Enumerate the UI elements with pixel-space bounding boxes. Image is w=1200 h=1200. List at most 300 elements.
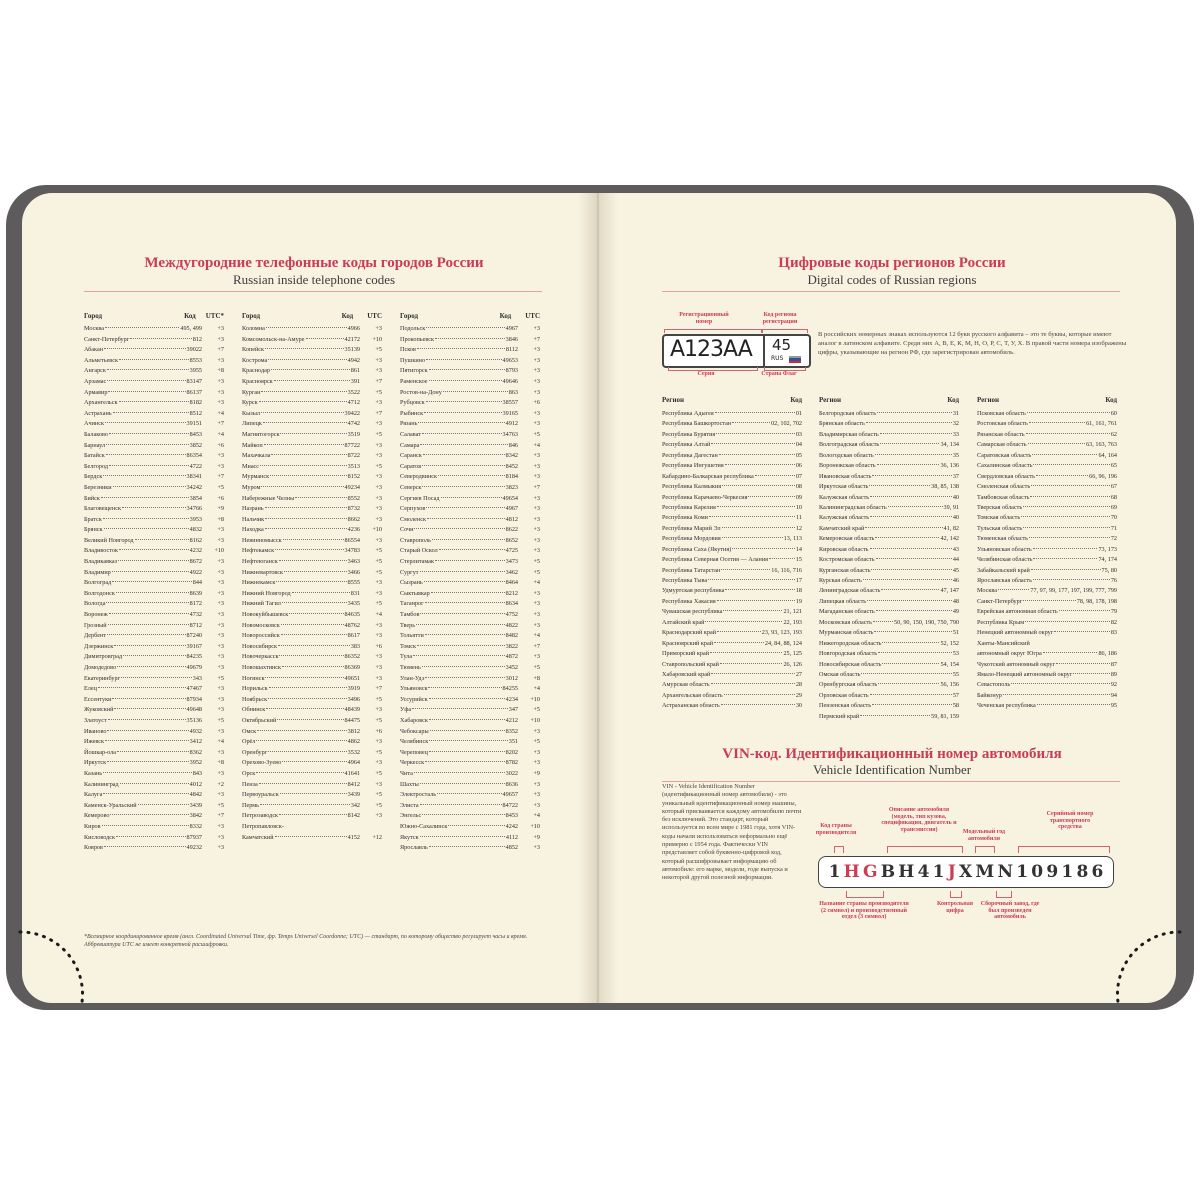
leader-dots bbox=[107, 634, 186, 635]
utc-offset: +3 bbox=[375, 325, 382, 332]
utc-offset: +3 bbox=[217, 664, 224, 671]
city-code-row bbox=[400, 600, 540, 611]
city-code-row bbox=[242, 590, 382, 601]
region-code-row bbox=[819, 473, 959, 483]
city-code-row bbox=[242, 653, 382, 664]
region-code: 03 bbox=[795, 430, 802, 438]
region-code: 61, 161, 761 bbox=[1086, 420, 1117, 428]
leader-dots bbox=[283, 539, 344, 540]
utc-offset: +4 bbox=[533, 632, 540, 640]
leader-dots bbox=[871, 569, 951, 570]
utc-offset: +3 bbox=[217, 325, 224, 332]
region-name: Москва bbox=[977, 587, 997, 595]
phone-code: 41641 bbox=[344, 769, 360, 777]
region-name: Курская область bbox=[819, 577, 862, 584]
leader-dots bbox=[874, 631, 951, 632]
region-code: 07 bbox=[795, 472, 802, 480]
russian-flag-icon bbox=[789, 356, 801, 363]
leader-dots bbox=[429, 719, 505, 720]
leader-dots bbox=[720, 663, 782, 664]
utc-offset: +3 bbox=[533, 844, 540, 852]
region-name: Чеченская республика bbox=[977, 702, 1036, 710]
utc-offset: +4 bbox=[533, 441, 540, 449]
utc-offset: +3 bbox=[217, 558, 224, 566]
region-code-row bbox=[977, 598, 1117, 608]
leader-dots bbox=[427, 518, 505, 519]
city-code-row bbox=[400, 590, 540, 601]
utc-offset: +6 bbox=[217, 441, 224, 449]
region-code-row bbox=[819, 619, 959, 629]
vin-bracket-bottom-manufacturer bbox=[846, 891, 884, 898]
phone-code: 4812 bbox=[505, 515, 518, 523]
region-code: 78, 98, 178, 198 bbox=[1076, 597, 1117, 605]
phone-code: 8639 bbox=[189, 589, 202, 597]
city-name: Тамбов bbox=[400, 611, 420, 619]
utc-offset: +9 bbox=[533, 769, 540, 777]
city-name: Брянск bbox=[84, 526, 103, 534]
region-code-row bbox=[819, 713, 959, 723]
phone-code: 8672 bbox=[189, 558, 202, 566]
region-name: Челябинская область bbox=[977, 556, 1033, 564]
city-code-row bbox=[84, 378, 224, 389]
leader-dots bbox=[429, 698, 505, 699]
leader-dots bbox=[1073, 673, 1110, 674]
phone-code: 84475 bbox=[344, 716, 360, 724]
phone-code: 3462 bbox=[505, 568, 518, 576]
region-code-row bbox=[662, 598, 802, 608]
phone-code: 4012 bbox=[189, 780, 202, 788]
utc-offset: +3 bbox=[217, 377, 224, 385]
phone-code: 3412 bbox=[189, 738, 202, 746]
leader-dots bbox=[417, 348, 505, 349]
leader-dots bbox=[1029, 422, 1085, 423]
region-code-row bbox=[977, 567, 1117, 577]
utc-offset: +3 bbox=[533, 494, 540, 502]
utc-offset: +3 bbox=[533, 653, 540, 661]
region-name: Вологодская область bbox=[819, 451, 874, 459]
leader-dots bbox=[119, 549, 189, 550]
phone-code: 843 bbox=[192, 769, 202, 777]
phone-code: 495, 499 bbox=[180, 325, 202, 332]
leader-dots bbox=[268, 698, 347, 699]
region-code-row bbox=[819, 535, 959, 545]
phone-code: 47467 bbox=[186, 685, 202, 693]
leader-dots bbox=[276, 581, 346, 582]
leader-dots bbox=[426, 327, 504, 328]
leader-dots bbox=[1030, 496, 1109, 497]
leader-dots bbox=[1031, 485, 1110, 486]
city-code-row bbox=[242, 526, 382, 537]
utc-offset: +3 bbox=[533, 420, 540, 428]
phone-code: 8453 bbox=[505, 812, 518, 820]
leader-dots bbox=[1027, 412, 1110, 413]
vin-code-box bbox=[818, 856, 1114, 888]
region-code-row bbox=[662, 608, 802, 618]
region-code: 59, 81, 159 bbox=[931, 712, 959, 720]
leader-dots bbox=[1059, 610, 1110, 611]
leader-dots bbox=[711, 673, 795, 674]
city-name: Дзержинск bbox=[84, 642, 114, 650]
phone-code: 8732 bbox=[347, 505, 360, 513]
phone-code: 3452 bbox=[505, 664, 518, 671]
region-code-row bbox=[977, 619, 1117, 629]
city-code-row bbox=[242, 537, 382, 548]
phone-code: 38557 bbox=[502, 399, 518, 407]
utc-offset: +3 bbox=[375, 674, 382, 682]
region-code-row bbox=[977, 494, 1117, 504]
utc-offset: +3 bbox=[533, 325, 540, 332]
city-name: Рязань bbox=[400, 420, 418, 428]
city-code-row bbox=[242, 685, 382, 696]
region-code: 60 bbox=[1110, 410, 1117, 417]
city-name: Сургут bbox=[400, 568, 419, 576]
city-code-row bbox=[242, 802, 382, 813]
city-name: Жуковский bbox=[84, 706, 114, 714]
region-code-row bbox=[977, 681, 1117, 691]
city-code-row bbox=[84, 717, 224, 728]
phone-code: 83147 bbox=[186, 377, 202, 385]
leader-dots bbox=[1023, 506, 1110, 507]
leader-dots bbox=[435, 338, 505, 339]
phone-code: 84722 bbox=[502, 801, 518, 809]
region-name: Амурская область bbox=[662, 681, 710, 689]
leader-dots bbox=[114, 708, 185, 709]
phone-codes-column-1 bbox=[84, 312, 224, 855]
phone-code: 39151 bbox=[186, 420, 202, 428]
phone-code: 8412 bbox=[347, 780, 360, 788]
city-name: Псков bbox=[400, 346, 416, 354]
leader-dots bbox=[282, 602, 347, 603]
phone-code: 4967 bbox=[505, 325, 518, 332]
region-name: Кабардино-Балкарская республика bbox=[662, 472, 754, 480]
utc-offset: +3 bbox=[533, 759, 540, 767]
city-code-row bbox=[84, 389, 224, 400]
city-name: Подольск bbox=[400, 325, 426, 332]
leader-dots bbox=[717, 600, 795, 601]
region-code: 45 bbox=[952, 566, 959, 574]
leader-dots bbox=[275, 836, 347, 837]
phone-code: 8662 bbox=[347, 515, 360, 523]
phone-code: 4752 bbox=[505, 611, 518, 619]
leader-dots bbox=[257, 730, 346, 731]
vin-bracket-bottom-check bbox=[950, 891, 962, 898]
leader-dots bbox=[107, 380, 185, 381]
leader-dots bbox=[866, 422, 952, 423]
leader-dots bbox=[105, 422, 186, 423]
leader-dots bbox=[869, 485, 930, 486]
vin-char: 4 bbox=[917, 862, 930, 882]
leader-dots bbox=[279, 655, 343, 656]
region-name: Республика Адыгея bbox=[662, 410, 714, 417]
leader-dots bbox=[103, 518, 189, 519]
city-name: Обнинск bbox=[242, 706, 266, 714]
leader-dots bbox=[295, 497, 346, 498]
utc-offset: +5 bbox=[375, 801, 382, 809]
leader-dots bbox=[443, 391, 508, 392]
city-name: Братск bbox=[84, 515, 102, 523]
city-name: Новомосковск bbox=[242, 621, 280, 629]
utc-offset: +5 bbox=[217, 716, 224, 724]
utc-offset: +3 bbox=[217, 695, 224, 703]
leader-dots bbox=[265, 528, 347, 529]
leader-dots bbox=[1023, 527, 1110, 528]
phone-code: 39022 bbox=[186, 346, 202, 354]
leader-dots bbox=[281, 634, 347, 635]
region-name: Сахалинская область bbox=[977, 462, 1033, 470]
phone-code: 4822 bbox=[505, 621, 518, 629]
utc-offset: +3 bbox=[533, 600, 540, 608]
city-name: Нефтеюганск bbox=[242, 558, 278, 566]
vin-char: 6 bbox=[1091, 862, 1104, 882]
region-code: 42, 142 bbox=[940, 535, 959, 543]
utc-offset: +2 bbox=[217, 780, 224, 788]
phone-code: 844 bbox=[192, 579, 202, 587]
city-name: Нижний Тагил bbox=[242, 600, 281, 608]
city-name: Рубцовск bbox=[400, 399, 425, 407]
utc-offset: +3 bbox=[375, 420, 382, 428]
leader-dots bbox=[1029, 537, 1110, 538]
utc-offset: +3 bbox=[533, 611, 540, 619]
leader-dots bbox=[709, 516, 795, 517]
region-name: Республика Хакасия bbox=[662, 597, 716, 605]
city-code-row bbox=[84, 738, 224, 749]
region-name: Тамбовская область bbox=[977, 493, 1030, 501]
phone-code: 8782 bbox=[505, 759, 518, 767]
city-code-row bbox=[242, 336, 382, 347]
city-code-row bbox=[400, 653, 540, 664]
leader-dots bbox=[439, 549, 505, 550]
city-name: Арзамас bbox=[84, 377, 107, 385]
leader-dots bbox=[103, 475, 185, 476]
utc-offset: +3 bbox=[217, 748, 224, 756]
region-code: 43 bbox=[952, 545, 959, 553]
phone-code: 84235 bbox=[186, 653, 202, 661]
city-code-row bbox=[400, 547, 540, 558]
phone-code: 8342 bbox=[505, 452, 518, 460]
phone-code: 3952 bbox=[189, 759, 202, 767]
leader-dots bbox=[278, 645, 350, 646]
leader-dots bbox=[414, 528, 504, 529]
region-code: 75, 80 bbox=[1101, 566, 1117, 574]
leader-dots bbox=[424, 412, 501, 413]
region-code: 57 bbox=[952, 691, 959, 699]
phone-code: 8352 bbox=[505, 727, 518, 735]
leader-dots bbox=[425, 602, 505, 603]
region-code: 29 bbox=[795, 691, 802, 699]
city-code-row bbox=[400, 516, 540, 527]
region-name: Рязанская область bbox=[977, 430, 1025, 438]
region-code-row bbox=[977, 525, 1117, 535]
region-name: Республика Татарстан bbox=[662, 566, 721, 574]
city-code-row bbox=[242, 378, 382, 389]
leader-dots bbox=[867, 600, 952, 601]
region-code-row bbox=[977, 473, 1117, 483]
leader-dots bbox=[271, 369, 350, 370]
leader-dots bbox=[755, 475, 795, 476]
city-code-row bbox=[400, 696, 540, 707]
leader-dots bbox=[420, 783, 505, 784]
utc-offset: +4 bbox=[217, 430, 224, 438]
city-code-row bbox=[242, 717, 382, 728]
region-code-row bbox=[819, 504, 959, 514]
leader-dots bbox=[264, 444, 344, 445]
leader-dots bbox=[123, 655, 185, 656]
region-name: Белгородская область bbox=[819, 410, 877, 417]
phone-code: 4842 bbox=[189, 791, 202, 799]
city-code-row bbox=[242, 389, 382, 400]
phone-code: 8622 bbox=[505, 526, 518, 534]
region-code-row bbox=[977, 410, 1117, 420]
city-code-row bbox=[84, 526, 224, 537]
leader-dots bbox=[863, 579, 952, 580]
region-name: Республика Башкортостан bbox=[662, 420, 732, 428]
region-code-row bbox=[819, 608, 959, 618]
region-code-row bbox=[662, 681, 802, 691]
region-code-row bbox=[819, 546, 959, 556]
utc-offset: +3 bbox=[217, 844, 224, 852]
utc-offset: +3 bbox=[533, 547, 540, 555]
license-plate bbox=[662, 334, 811, 368]
region-name: Новосибирская область bbox=[819, 660, 882, 668]
city-name: Ярославль bbox=[400, 844, 428, 852]
leader-dots bbox=[121, 677, 192, 678]
leader-dots bbox=[429, 751, 505, 752]
plate-number: A123AA bbox=[670, 337, 752, 362]
region-code: 01 bbox=[795, 410, 802, 417]
phone-code: 8634 bbox=[505, 600, 518, 608]
city-name: Махачкала bbox=[242, 452, 271, 460]
region-code: 69 bbox=[1110, 503, 1117, 511]
utc-offset: +5 bbox=[375, 388, 382, 396]
leader-dots bbox=[870, 496, 952, 497]
leader-dots bbox=[714, 642, 764, 643]
utc-offset: +7 bbox=[533, 483, 540, 491]
phone-code: 4966 bbox=[347, 325, 360, 332]
leader-dots bbox=[265, 348, 343, 349]
city-name: Раменское bbox=[400, 377, 428, 385]
region-code: 15 bbox=[795, 556, 802, 564]
city-name: Березники bbox=[84, 483, 112, 491]
city-code-row bbox=[400, 643, 540, 654]
phone-code: 4912 bbox=[505, 420, 518, 428]
city-code-row bbox=[84, 770, 224, 781]
utc-offset: +5 bbox=[533, 664, 540, 671]
city-code-row bbox=[84, 346, 224, 357]
city-name: Сочи bbox=[400, 526, 414, 534]
utc-offset: +3 bbox=[533, 801, 540, 809]
phone-code: 8555 bbox=[347, 579, 360, 587]
column-header: Город Код UTC bbox=[400, 312, 540, 320]
utc-offset: +5 bbox=[375, 558, 382, 566]
region-code-row bbox=[977, 556, 1117, 566]
plate-region-block bbox=[763, 336, 809, 366]
utc-offset: +5 bbox=[375, 791, 382, 799]
utc-offset: +3 bbox=[533, 505, 540, 513]
leader-dots bbox=[425, 677, 504, 678]
city-name: Санкт-Петербург bbox=[84, 335, 130, 343]
leader-dots bbox=[263, 422, 347, 423]
region-code: 70 bbox=[1110, 514, 1117, 522]
region-name: Ямало-Ненецкий автономный округ bbox=[977, 670, 1073, 678]
city-code-row bbox=[242, 367, 382, 378]
phone-code: 8553 bbox=[189, 356, 202, 364]
city-name: Нальчик bbox=[242, 515, 265, 523]
phone-code: 4112 bbox=[505, 833, 518, 841]
city-name: Находка bbox=[242, 526, 264, 534]
region-name: Республика Карелия bbox=[662, 503, 716, 511]
leader-dots bbox=[112, 581, 191, 582]
phone-code: 4852 bbox=[505, 844, 518, 852]
phone-code: 3822 bbox=[505, 642, 518, 650]
city-name: Киров bbox=[84, 822, 101, 830]
region-code: 73, 173 bbox=[1098, 545, 1117, 553]
city-name: Тольятти bbox=[400, 632, 424, 640]
leader-dots bbox=[265, 677, 343, 678]
utc-offset: +3 bbox=[375, 664, 382, 671]
utc-offset: +3 bbox=[533, 377, 540, 385]
leader-dots bbox=[108, 624, 189, 625]
region-code: 54, 154 bbox=[940, 660, 959, 668]
leader-dots bbox=[108, 391, 185, 392]
leader-dots bbox=[261, 412, 344, 413]
vin-char: B bbox=[880, 862, 896, 882]
city-code-row bbox=[84, 802, 224, 813]
city-code-row bbox=[242, 431, 382, 442]
region-name: Свердловская область bbox=[977, 472, 1035, 480]
utc-offset: +3 bbox=[217, 589, 224, 597]
leader-dots bbox=[424, 581, 505, 582]
region-code: 65 bbox=[1110, 462, 1117, 470]
city-code-row bbox=[84, 696, 224, 707]
phone-code: 49234 bbox=[344, 483, 360, 491]
region-code: 08 bbox=[795, 483, 802, 491]
region-name: Орловская область bbox=[819, 691, 869, 699]
city-code-row bbox=[242, 759, 382, 770]
region-name: Ставропольский край bbox=[662, 660, 719, 668]
city-name: Нижнекамск bbox=[242, 579, 276, 587]
city-name: Тверь bbox=[400, 621, 416, 629]
leader-dots bbox=[413, 655, 504, 656]
leader-dots bbox=[1031, 569, 1101, 570]
city-code-row bbox=[84, 516, 224, 527]
city-code-row bbox=[84, 622, 224, 633]
plate-label-region: Код региона регистрации bbox=[762, 312, 798, 325]
city-code-row bbox=[242, 738, 382, 749]
city-code-row bbox=[400, 749, 540, 760]
region-name: Ярославская область bbox=[977, 577, 1032, 584]
city-name: Ноябрьск bbox=[242, 695, 268, 703]
city-name: Альметьевск bbox=[84, 356, 118, 364]
leader-dots bbox=[435, 560, 505, 561]
city-name: Самара bbox=[400, 441, 420, 449]
leader-dots bbox=[1056, 663, 1110, 664]
leader-dots bbox=[1033, 464, 1109, 465]
city-code-row bbox=[400, 357, 540, 368]
utc-offset: +3 bbox=[217, 568, 224, 576]
city-name: Копейск bbox=[242, 346, 265, 354]
phone-code: 8793 bbox=[505, 367, 518, 375]
region-code: 17 bbox=[795, 577, 802, 584]
leader-dots bbox=[722, 537, 783, 538]
plate-label-flag: Страна Флаг bbox=[761, 371, 797, 377]
leader-dots bbox=[112, 571, 189, 572]
vin-bracket-top-serial bbox=[1018, 846, 1110, 853]
city-name: Новосибирск bbox=[242, 642, 278, 650]
phone-code: 3953 bbox=[189, 515, 202, 523]
utc-offset: +7 bbox=[533, 642, 540, 650]
region-name: Нижегородская область bbox=[819, 639, 882, 647]
city-name: Энгельс bbox=[400, 812, 422, 820]
